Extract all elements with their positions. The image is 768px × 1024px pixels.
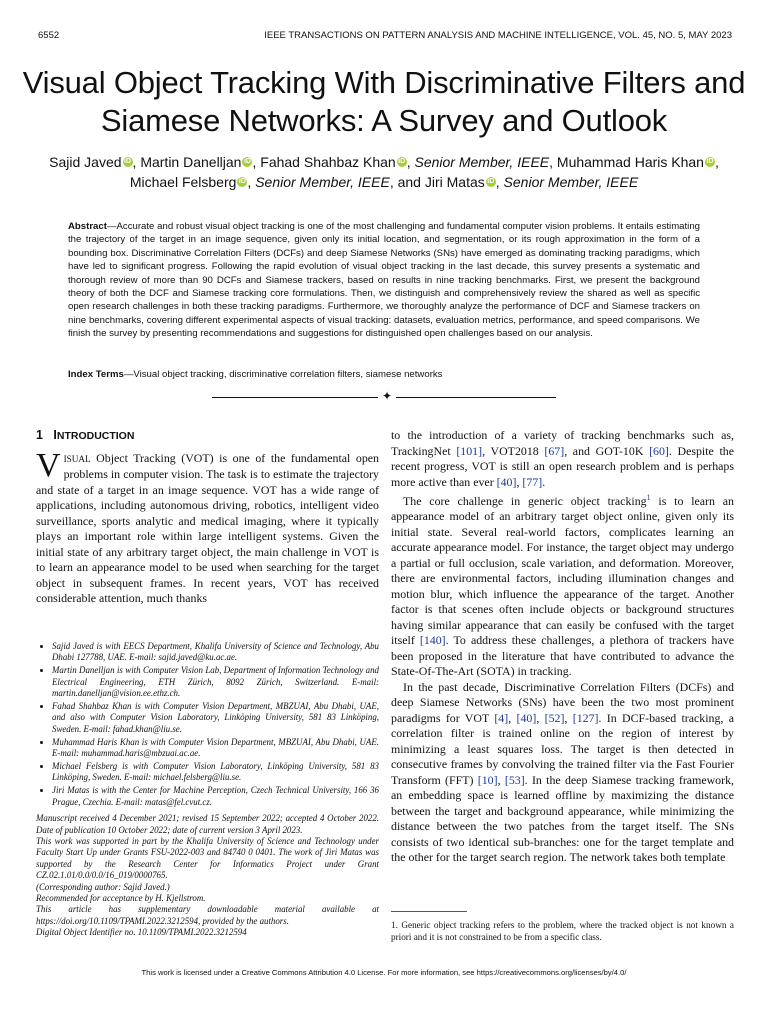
text-run: . Despite the recent progress, VOT is still an open research problem and is perhaps more active than ever — [391, 443, 734, 489]
orcid-icon[interactable]: iD — [398, 158, 406, 165]
author-role: Senior Member, IEEE — [414, 154, 550, 170]
section-heading — [36, 428, 379, 445]
diamond-icon: ✦ — [378, 389, 396, 404]
text-run: , — [516, 474, 523, 489]
manuscript-line: Digital Object Identifier no. 10.1109/TPAMI.2022.3212594 — [36, 927, 247, 938]
author-name: Muhammad Haris Khan — [556, 154, 704, 170]
text-run: , VOT2018 — [482, 443, 545, 458]
page-number: 6552 — [38, 30, 60, 41]
orcid-icon[interactable]: iD — [706, 158, 714, 165]
citation-link[interactable]: [101] — [456, 443, 483, 458]
manuscript-line: This work was supported in part by the Khalifa University of Science and Technology under Faculty Start Up under Grants FSU-2022-003 and 84740 0 0401. The work of Jiri Matas was supported by the Research Center for Informatics Project under Grant CZ.02.1.01/0.0/0.0/16_019/0000765. — [36, 836, 379, 881]
text-run: , and GOT-10K — [564, 443, 650, 458]
citation-link[interactable]: [10] — [477, 772, 498, 787]
affiliation-item: • Sajid Javed is with EECS Department, Khalifa University of Science and Technology, Abu Dhabi 127788, UAE. E-mail: sajid.javed@ku.ac.ae. — [52, 641, 379, 664]
manuscript-line: Manuscript received 4 December 2021; revised 15 September 2022; accepted 4 October 2022. Date of publication 10 October 2022; date of current version 3 April 2023. — [36, 813, 379, 835]
text-run: . In DCF-based tracking, a correlation filter is trained online on the region of interest by minimizing a least squares loss. The target is then detected in consecutive frames by convolving the trained filter via the Fast Fourier Transform (FFT) — [391, 710, 735, 787]
left-column — [36, 428, 379, 607]
footnote-marker[interactable]: 1 — [646, 493, 651, 502]
smallcaps-word: ISUAL — [63, 453, 91, 464]
citation-link[interactable]: [67] — [544, 443, 565, 458]
abstract-label: Abstract — [68, 221, 107, 232]
author-name: Michael Felsberg — [129, 174, 237, 190]
affiliation-item: • Michael Felsberg is with Computer Vision Laboratory, Linköping University, 581 83 Linköping, Sweden. E-mail: michael.felsberg@liu.se. — [52, 761, 379, 784]
author-name: Sajid Javed — [49, 154, 122, 170]
citation-link[interactable]: [40] — [516, 710, 537, 725]
footnote: 1. Generic object tracking refers to the problem, where the tracked object is not known a priori and it is not constrained to be from a specific class. — [391, 920, 734, 942]
citation-link[interactable]: [53] — [504, 772, 525, 787]
author-name: Martin Danelljan — [140, 154, 242, 170]
section-number: 1 — [36, 428, 43, 442]
footnote-rule — [391, 911, 467, 912]
text-run: to the introduction of a variety of tracking benchmarks such as, TrackingNet — [391, 428, 734, 458]
affiliation-item: • Jiri Matas is with the Center for Machine Perception, Czech Technical University, 166 36 Prague, Czechia. E-mail: matas@fel.cvut.cz. — [52, 785, 379, 808]
orcid-icon[interactable]: iD — [243, 158, 251, 165]
author-name: Jiri Matas — [424, 174, 485, 190]
journal-header: IEEE TRANSACTIONS ON PATTERN ANALYSIS AND MACHINE INTELLIGENCE, VOL. 45, NO. 5, MAY 2023 — [264, 30, 732, 41]
intro-paragraph — [36, 446, 379, 607]
manuscript-line: This article has supplementary downloadable material available at https://doi.org/10.1109/TPAMI.2022.3212594, provided by the authors. — [36, 904, 379, 926]
citation-link[interactable]: [127] — [572, 710, 599, 725]
index-terms-text: —Visual object tracking, discriminative correlation filters, siamese networks — [123, 369, 443, 380]
orcid-icon[interactable]: iD — [487, 178, 495, 185]
text-run: , — [536, 710, 545, 725]
affiliation-item: • Martin Danelljan is with Computer Vision Lab, Department of Information Technology and Electrical Engineering, ETH Zürich, 8092 Zürich, Switzerland. E-mail: martin.danelljan@vision.ee.ethz.ch. — [52, 665, 379, 699]
citation-link[interactable]: [77] — [522, 474, 543, 489]
intro-text: Object Tracking (VOT) is one of the fundamental open problems in computer vision. The task is to estimate the trajectory and state of a target in an image sequence. VOT has a wide range of applications, including autonomous driving, robotics, intelligent video surveillance, sports analytic and medical imaging, where it typically plays an important role within large intelligent systems. Given the initial state of any arbitrary target object, the main challenge in VOT is to learn an appearance model to be used when searching for the target object in subsequent frames. In recent years, VOT has received considerable attention, much thanks — [36, 450, 379, 605]
body-paragraph — [391, 680, 734, 866]
orcid-icon[interactable]: iD — [238, 178, 246, 185]
section-title-rest: NTRODUCTION — [56, 430, 135, 442]
text-run: . In the deep Siamese tracking framework, an embedding space is learned offline by maximizing the distance between the target and background appearance, while minimizing the distance between the two patches from the target itself. The SNs consists of two identical sub-branches: one for the target template and the other for the target search region. The network takes both template — [391, 772, 735, 865]
text-run: , — [508, 710, 517, 725]
citation-link[interactable]: [140] — [419, 633, 446, 648]
section-title-initial: I — [53, 428, 57, 442]
index-terms — [68, 368, 700, 381]
index-terms-label: Index Terms — [68, 369, 124, 380]
text-run: , — [497, 772, 505, 787]
author-role: Senior Member, IEEE — [255, 174, 390, 190]
text-run: In the past decade, Discriminative Correlation Filters (DCFs) and deep Siamese Networks (SNs) have been the two most prominent paradigms for VOT — [391, 679, 734, 725]
author-list: Sajid Javed iD , Martin Danelljan iD , Fahad Shahbaz Khan iD , Senior Member, IEEE, Muhammad Haris Khan iD , Michael Felsberg iD , Senior Member, IEEE, and Jiri Matas iD , Senior Member, IEEE — [49, 154, 719, 190]
paper-title: Visual Object Tracking With Discriminative Filters and Siamese Networks: A Survey and Outlook — [22, 65, 746, 138]
text-run: , — [564, 710, 573, 725]
license-notice[interactable]: This work is licensed under a Creative Commons Attribution 4.0 License. For more information, see https://creativecommons.org/licenses/by/4.0/ — [141, 968, 627, 977]
orcid-icon[interactable]: iD — [124, 158, 132, 165]
manuscript-info — [36, 813, 379, 938]
affiliation-item: • Muhammad Haris Khan is with Computer Vision Department, MBZUAI, Abu Dhabi, UAE. E-mail: muhammad.haris@mbzuai.ac.ae. — [52, 737, 379, 760]
affiliation-item: • Fahad Shahbaz Khan is with Computer Vision Department, MBZUAI, Abu Dhabi, UAE, and also with Computer Vision Laboratory, Linköping University, 581 83 Linköping, Sweden. E-mail: fahad.khan@liu.se. — [52, 701, 379, 735]
author-role: Senior Member, IEEE — [503, 174, 639, 190]
dropcap: V — [36, 446, 61, 484]
manuscript-line: Recommended for acceptance by H. Kjellstrom. — [36, 893, 206, 904]
citation-link[interactable]: [52] — [544, 710, 565, 725]
text-run: is to learn an appearance model of an arbitrary target object online, given only its initial state. Several real-world factors, complicates learning an accurate appearance model. For instance, the target object may undergo a partial or full occlusion, scale variation, and deformation. Moreover, there are environmental factors, including illumination changes and motion blur, which influence the appearance of the target. Another factor is that scenes often include objects or background structures having similar appearance that can easily be confused with the target itself — [391, 493, 734, 648]
citation-link[interactable]: [60] — [649, 443, 669, 458]
text-run: . To address these challenges, a plethora of trackers have been proposed in the literature that have contributed to advance the State-Of-The-Art (SOTA) in tracking. — [391, 633, 735, 679]
text-run: The core challenge in generic object tracking — [403, 493, 647, 508]
abstract-text: —Accurate and robust visual object tracking is one of the most challenging and fundamental computer vision problems. It entails estimating the trajectory of the target in an image sequence, given only its initial location, and segmentation, or its rough approximation in the form of a bounding box. Discriminative Correlation Filters (DCFs) and deep Siamese Networks (SNs) have emerged as dominating tracking paradigms, which have led to significant progress. Following the rapid evolution of visual object tracking in the last decade, this survey presents a systematic and thorough review of more than 90 DCFs and Siamese trackers, based on results in nine tracking benchmarks. First, we present the background theory of both the DCF and Siamese tracking core formulations. Then, we distinguish and comprehensively review the shared as well as specific open research challenges in both these tracking paradigms. Furthermore, we thoroughly analyze the performance of DCF and Siamese trackers on nine benchmarks, covering different experimental aspects of visual tracking: datasets, evaluation metrics, performance, and speed comparisons. We finish the survey by presenting recommendations and suggestions for distinguished open challenges based on our analysis. — [68, 221, 700, 340]
body-paragraph — [391, 490, 734, 680]
abstract — [68, 220, 700, 341]
author-name: Fahad Shahbaz Khan — [260, 154, 396, 170]
affiliations-footnote — [36, 641, 379, 939]
citation-link[interactable]: [4] — [494, 710, 509, 725]
manuscript-line: (Corresponding author: Sajid Javed.) — [36, 881, 170, 892]
body-paragraph — [391, 428, 734, 490]
text-run: . — [542, 474, 546, 489]
citation-link[interactable]: [40] — [496, 474, 517, 489]
right-column — [391, 428, 734, 866]
